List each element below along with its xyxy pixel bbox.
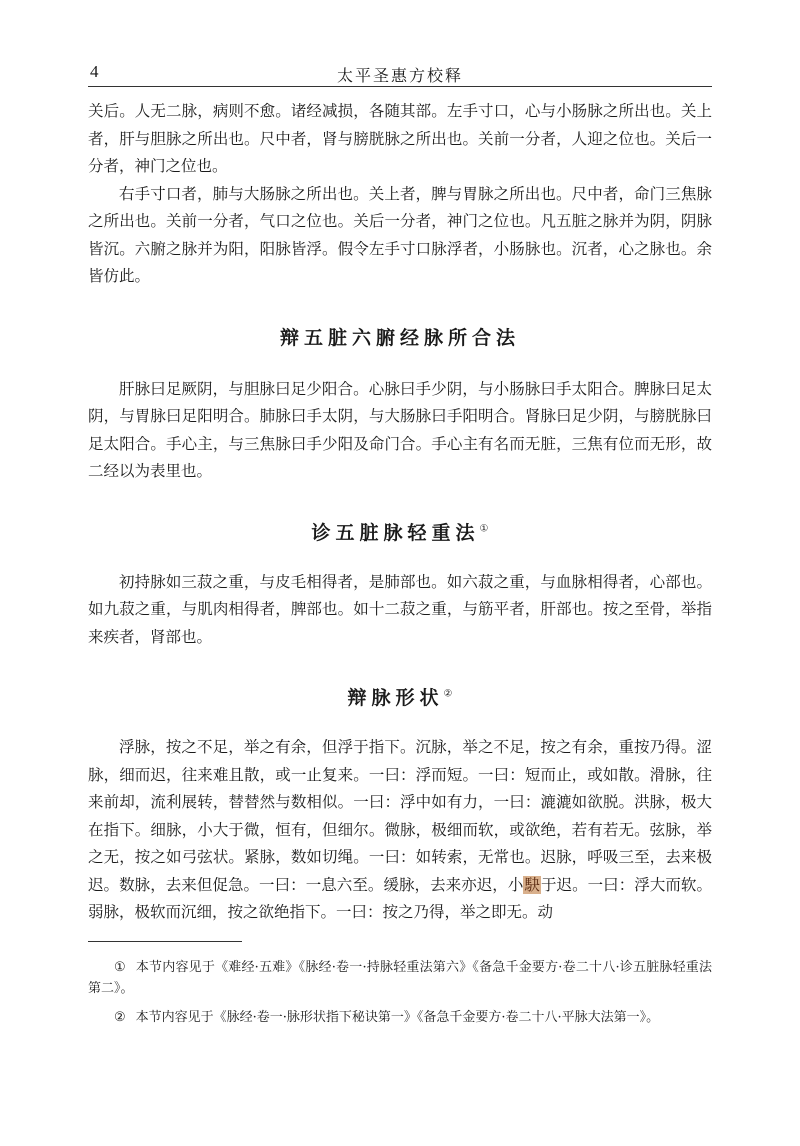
page-number: 4 xyxy=(90,62,99,81)
section-title-meridians xyxy=(88,323,712,350)
section-title-pulse-weight xyxy=(88,518,712,545)
page-body xyxy=(88,98,712,927)
footnote-divider xyxy=(88,941,242,942)
section-title-text: 诊五脏脉轻重法 xyxy=(311,521,480,544)
footnote-text: 本节内容见于《脉经·卷一·脉形状指下秘诀第一》《备急千金要方·卷二十八·平脉大法第一》。 xyxy=(135,1010,660,1025)
paragraph-pulse-weight: 初持脉如三菽之重，与皮毛相得者，是肺部也。如六菽之重，与血脉相得者，心部也。如九菽之重，与肌肉相得者，脾部也。如十二菽之重，与筋平者，肝部也。按之至骨，举指来疾者，肾部也。 xyxy=(88,572,712,646)
paragraph-continued: 关后。人无二脉，病则不愈。诸经减损，各随其部。左手寸口，心与小肠脉之所出也。关上者，肝与胆脉之所出也。尺中者，肾与膀胱脉之所出也。关前一分者，人迎之位也。关后一分者，神门之位也。 xyxy=(88,102,712,175)
paragraph-pulse-shapes xyxy=(88,734,712,927)
running-header xyxy=(88,62,712,87)
footnote-2 xyxy=(88,1007,712,1028)
paragraph-meridians: 肝脉曰足厥阴，与胆脉曰足少阳合。心脉曰手少阴，与小肠脉曰手太阳合。脾脉曰足太阴，与胃脉曰足阳明合。肺脉曰手太阴，与大肠脉曰手阳明合。肾脉曰足少阴，与膀胱脉曰足太阳合。手心主，与三焦脉曰手少阳及命门合。手心主有名而无脏，三焦有位而无形，故二经以为表里也。 xyxy=(88,379,712,480)
paragraph-right-hand: 右手寸口者，肺与大肠脉之所出也。关上者，脾与胃脉之所出也。尺中者，命门三焦脉之所出也。关前一分者，气口之位也。关后一分者，神门之位也。凡五脏之脉并为阴，阴脉皆沉。六腑之脉并为阳，阳脉皆浮。假令左手寸口脉浮者，小肠脉也。沉者，心之脉也。余皆仿此。 xyxy=(88,184,712,285)
footnote-ref: ① xyxy=(479,523,489,535)
running-title: 太平圣惠方校释 xyxy=(336,66,463,85)
highlighted-character: 駃 xyxy=(524,875,540,894)
section-title-text: 辩五脏六腑经脉所合法 xyxy=(279,326,520,349)
footnote-text: 本节内容见于《难经·五难》《脉经·卷一·持脉轻重法第六》《备急千金要方·卷二十八·诊五脏脉轻重法第二》。 xyxy=(88,960,712,996)
section-title-pulse-shapes xyxy=(88,683,712,710)
footnotes xyxy=(88,957,712,1036)
footnote-mark: ② xyxy=(114,1010,126,1025)
text-run: 浮脉，按之不足，举之有余，但浮于指下。沉脉，举之不足，按之有余，重按乃得。涩脉，细而迟，往来难且散，或一止复来。一曰：浮而短。一曰：短而止，或如散。滑脉，往来前却，流利展转，替替然与数相似。一曰：浮中如有力，一曰：漉漉如欲脱。洪脉，极大在指下。细脉，小大于微，恒有，但细尔。微脉，极细而软，或欲绝，若有若无。弦脉，举之无，按之如弓弦状。紧脉，数如切绳。一曰：如转索，无常也。迟脉，呼吸三至，去来极迟。数脉，去来但促急。一曰：一息六至。缓脉，去来亦迟，小 xyxy=(88,738,712,894)
footnote-mark: ① xyxy=(114,960,126,975)
footnote-1 xyxy=(88,957,712,999)
section-title-text: 辩脉形状 xyxy=(347,687,444,709)
text-run: 于迟。一曰：浮大而软。弱脉，极软而沉细，按之欲绝指下。一曰：按之乃得，举之即无。动 xyxy=(88,875,712,921)
footnote-ref: ② xyxy=(443,688,453,700)
